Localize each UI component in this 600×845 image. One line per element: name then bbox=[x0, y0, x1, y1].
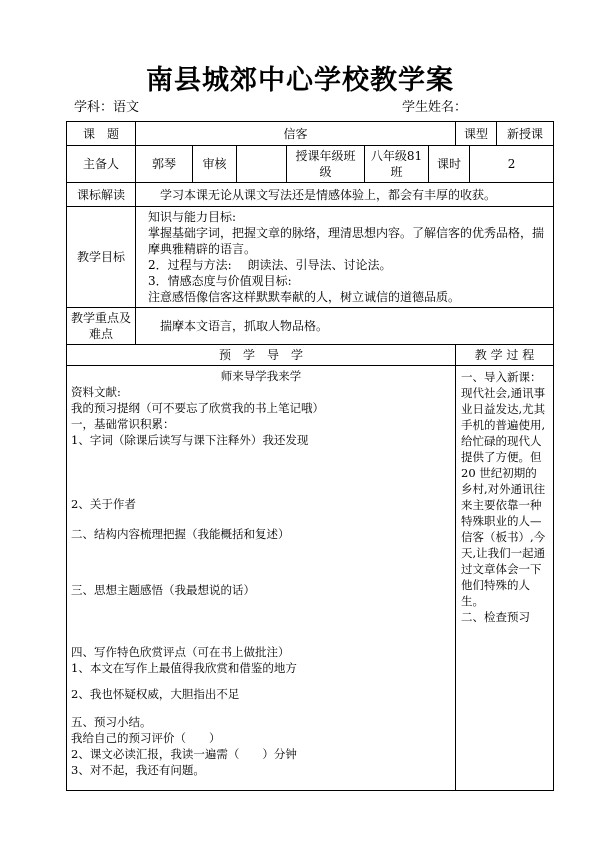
preparer-value: 郭琴 bbox=[136, 146, 193, 183]
process-line: 二、检查预习 bbox=[461, 610, 531, 624]
preview-line: 1、本文在写作上最值得我欣赏和借鉴的地方 bbox=[71, 661, 297, 675]
lesson-type-label: 课型 bbox=[456, 122, 497, 146]
preview-line: 五、预习小结。 bbox=[71, 715, 152, 729]
review-label: 审核 bbox=[193, 146, 237, 183]
lesson-type-value: 新授课 bbox=[497, 122, 554, 146]
process-section-header: 教 学 过 程 bbox=[456, 345, 554, 366]
goals-text bbox=[136, 207, 554, 308]
goal-line: 注意感悟像信客这样默默奉献的人，树立诚信的道德品质。 bbox=[148, 290, 461, 304]
preview-line: 三、思想主题感悟（我最想说的话） bbox=[71, 583, 255, 597]
preview-line: 资料文献: bbox=[71, 385, 121, 399]
preview-line: 1、字词（除课后读写与课下注释外）我还发现 bbox=[71, 433, 309, 447]
focus-row bbox=[67, 308, 554, 345]
class-label: 授课年级班级 bbox=[287, 146, 365, 183]
preview-heading: 师来导学我来学 bbox=[220, 369, 302, 383]
topic-value: 信客 bbox=[136, 122, 456, 146]
review-value bbox=[237, 146, 287, 183]
goal-line: 2．过程与方法: 朗读法、引导法、讨论法。 bbox=[148, 258, 392, 272]
preview-line: 一，基础常识积累： bbox=[71, 417, 175, 431]
content-row bbox=[67, 366, 554, 791]
goals-label: 教学目标 bbox=[67, 207, 136, 308]
preview-content bbox=[67, 366, 456, 791]
standard-row bbox=[67, 183, 554, 207]
preview-line: 2、关于作者 bbox=[71, 497, 136, 511]
student-name-label: 学生姓名： bbox=[402, 100, 468, 115]
subject-label: 学科：语文 bbox=[74, 100, 140, 115]
preparer-row bbox=[67, 146, 554, 183]
topic-label: 课 题 bbox=[67, 122, 136, 146]
hours-label: 课时 bbox=[429, 146, 470, 183]
section-header-row bbox=[67, 345, 554, 366]
focus-label: 教学重点及难点 bbox=[67, 308, 136, 345]
standard-text: 学习本课无论从课文写法还是情感体验上，都会有丰厚的收获。 bbox=[136, 183, 554, 207]
preview-line: 3、对不起，我还有问题。 bbox=[71, 763, 205, 777]
goal-line: 3．情感态度与价值观目标: bbox=[148, 274, 292, 288]
lesson-plan-table bbox=[66, 121, 554, 791]
preview-line: 2、课文必读汇报，我读一遍需（ ）分钟 bbox=[71, 747, 297, 761]
process-line: 一、导入新课： bbox=[461, 370, 542, 384]
preview-line: 二、结构内容梳理把握（我能概括和复述） bbox=[71, 527, 290, 541]
preview-line: 四、写作特色欣赏评点（可在书上做批注） bbox=[71, 645, 290, 659]
document-title: 南县城郊中心学校教学案 bbox=[146, 65, 454, 96]
goal-line: 掌握基础字词，把握文章的脉络，理清思想内容。了解信客的优秀品格，揣摩典雅精辟的语言。 bbox=[148, 226, 545, 256]
preview-line: 我给自己的预习评价（ ） bbox=[71, 731, 221, 745]
class-value: 八年级81班 bbox=[365, 146, 429, 183]
preview-section-header: 预 学 导 学 bbox=[67, 345, 456, 366]
process-content bbox=[456, 366, 554, 791]
preview-line: 2、我也怀疑权威，大胆指出不足 bbox=[71, 687, 240, 701]
hours-value: 2 bbox=[470, 146, 554, 183]
process-line: 现代社会,通讯事业日益发达,尤其手机的普遍使用,给忙碌的现代人提供了方便。但 20 世纪初期的乡村,对外通讯往来主要依靠一种特殊职业的人—信客（板书）,今天,让我们一起通过文章体会一下他们特殊的人生。 bbox=[461, 386, 546, 608]
topic-row bbox=[67, 122, 554, 146]
standard-label: 课标解读 bbox=[67, 183, 136, 207]
focus-text: 揣摩本文语言，抓取人物品格。 bbox=[136, 308, 554, 345]
goals-row bbox=[67, 207, 554, 308]
goal-line: 知识与能力目标: bbox=[148, 210, 237, 224]
preparer-label: 主备人 bbox=[67, 146, 136, 183]
preview-line: 我的预习提纲（可不要忘了欣赏我的书上笔记哦） bbox=[71, 401, 324, 415]
